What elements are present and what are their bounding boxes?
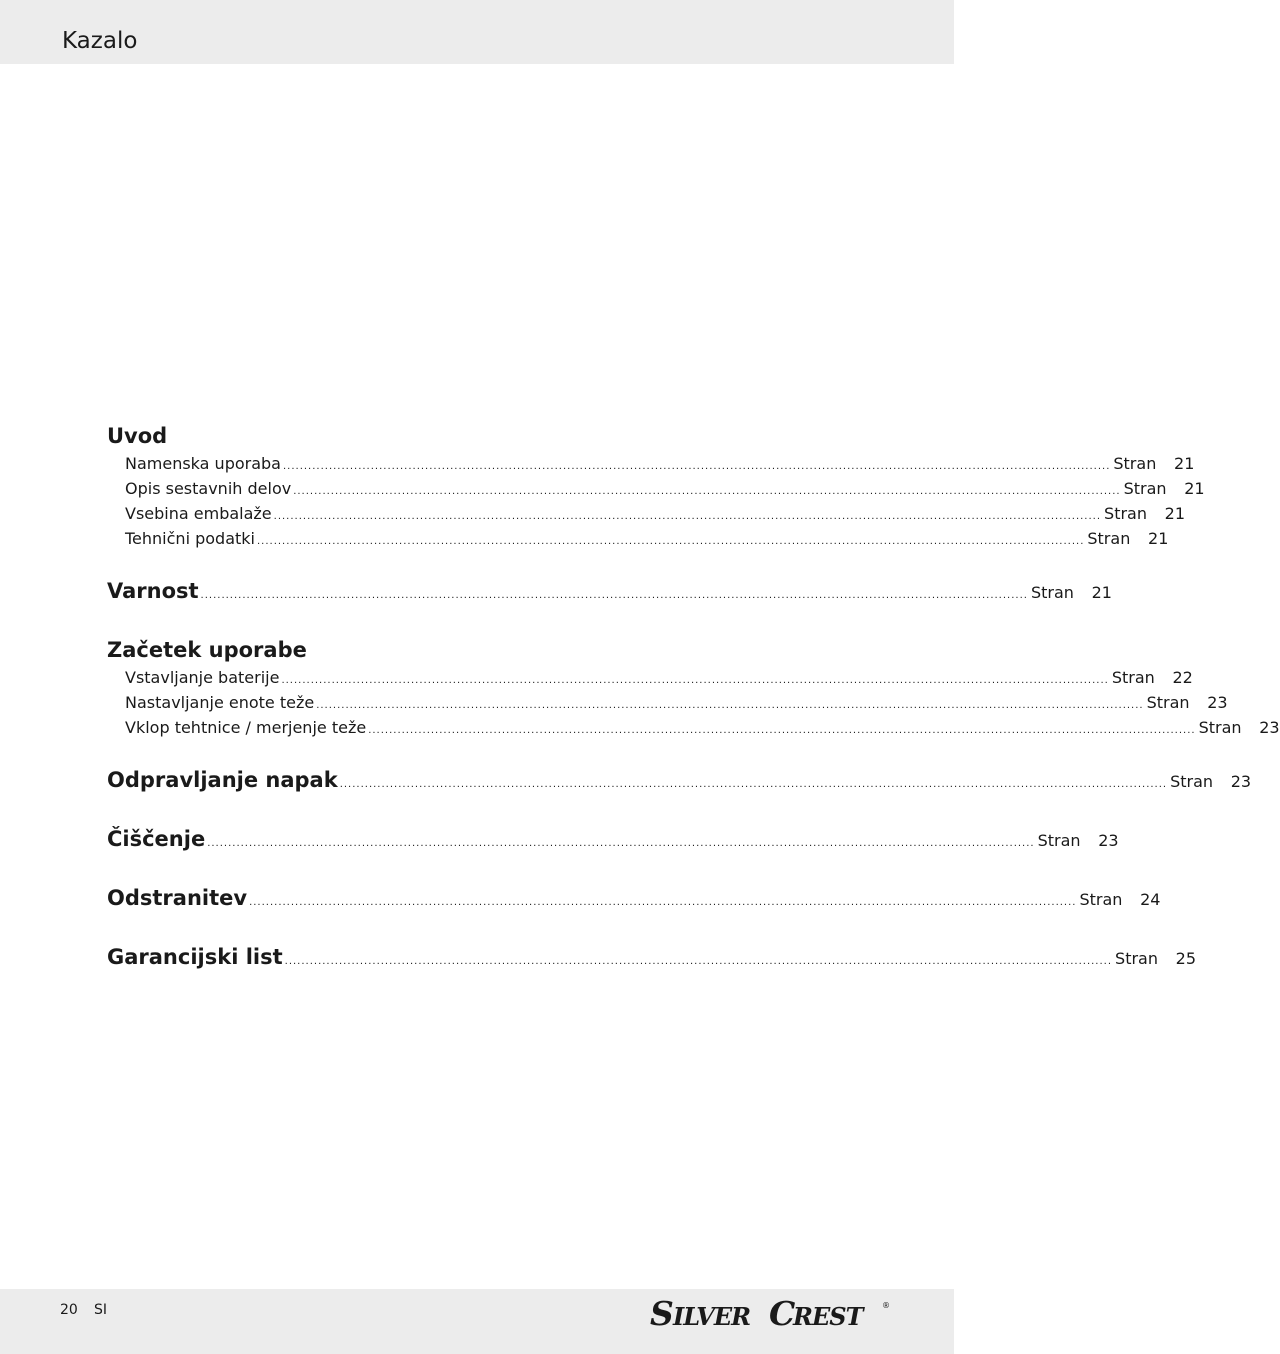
toc-section-heading[interactable] xyxy=(107,768,1252,802)
dot-leader: ...................................................................................................................................................................................................... xyxy=(293,486,1121,497)
toc-page-number: 23 xyxy=(1098,831,1119,850)
toc-section-heading[interactable] xyxy=(107,945,1197,979)
toc-page-prefix: Stran xyxy=(1146,693,1190,712)
toc-page-number: 24 xyxy=(1140,890,1161,909)
toc-page-number: 21 xyxy=(1164,504,1186,523)
toc-section-heading[interactable] xyxy=(107,638,828,668)
footer-language: SI xyxy=(94,1302,108,1318)
toc-page-number: 25 xyxy=(1175,949,1197,968)
svg-text:C: C xyxy=(769,1294,795,1333)
toc-section-ciscenje xyxy=(107,827,1119,861)
toc-entry-label: Vsebina embalaže xyxy=(125,504,272,523)
toc-section-heading[interactable] xyxy=(107,886,1161,920)
dot-leader: ...................................................................................................................................................................................................... xyxy=(273,511,1102,522)
toc-entry[interactable] xyxy=(107,529,1169,554)
toc-section-title: Začetek uporabe xyxy=(107,638,307,662)
toc-page-number: 23 xyxy=(1207,693,1228,712)
toc-section-heading[interactable] xyxy=(107,827,1119,861)
svg-text:S: S xyxy=(650,1294,673,1333)
toc-section-varnost xyxy=(107,579,1112,613)
dot-leader: ...................................................................................................................................................................................................... xyxy=(316,700,1144,711)
toc-page-prefix: Stran xyxy=(1170,772,1214,791)
dot-leader: ...................................................................................................................................................................................................... xyxy=(339,779,1168,790)
toc-section-title: Varnost xyxy=(107,579,199,603)
toc-section-title: Odpravljanje napak xyxy=(107,768,338,792)
dot-leader: ...................................................................................................................................................................................................... xyxy=(200,590,1028,601)
footer-page-number: 20 xyxy=(60,1302,78,1318)
dot-leader: ...................................................................................................................................................................................................... xyxy=(284,956,1113,967)
toc-entry[interactable] xyxy=(107,718,1280,743)
toc-page-number: 23 xyxy=(1259,718,1280,737)
toc-section-title: Garancijski list xyxy=(107,945,283,969)
toc-page-number: 21 xyxy=(1174,454,1195,473)
toc-section-uvod xyxy=(107,424,1205,554)
table-of-contents xyxy=(107,424,1280,1004)
svg-text:®: ® xyxy=(882,1301,890,1310)
toc-entry-label: Tehnični podatki xyxy=(125,529,255,548)
toc-page-prefix: Stran xyxy=(1198,718,1242,737)
toc-page-number: 22 xyxy=(1172,668,1193,687)
dot-leader: ...................................................................................................................................................................................................... xyxy=(282,461,1111,472)
toc-section-title: Odstranitev xyxy=(107,886,248,910)
toc-page-prefix: Stran xyxy=(1104,504,1147,523)
toc-section-title: Čiščenje xyxy=(107,827,206,851)
toc-entry-label: Nastavljanje enote teže xyxy=(125,693,315,712)
svg-text:REST: REST xyxy=(793,1302,863,1331)
toc-page-number: 21 xyxy=(1091,583,1112,602)
toc-page-prefix: Stran xyxy=(1113,454,1157,473)
toc-section-garancijski-list xyxy=(107,945,1197,979)
toc-page-prefix: Stran xyxy=(1111,668,1155,687)
toc-section-title: Uvod xyxy=(107,424,168,448)
svg-text:ILVER: ILVER xyxy=(673,1302,751,1331)
toc-page-prefix: Stran xyxy=(1079,890,1123,909)
toc-entry-label: Opis sestavnih delov xyxy=(125,479,292,498)
toc-page-prefix: Stran xyxy=(1037,831,1081,850)
toc-entry-label: Vklop tehtnice / merjenje teže xyxy=(125,718,367,737)
dot-leader: ...................................................................................................................................................................................................... xyxy=(368,725,1196,736)
toc-page-number: 21 xyxy=(1148,529,1169,548)
toc-section-heading[interactable] xyxy=(107,424,828,454)
toc-page-number: 23 xyxy=(1230,772,1252,791)
toc-entry[interactable] xyxy=(107,454,1195,479)
toc-section-zacetek-uporabe xyxy=(107,638,1280,743)
toc-entry[interactable] xyxy=(107,504,1186,529)
dot-leader: ...................................................................................................................................................................................................... xyxy=(256,536,1085,547)
dot-leader: ...................................................................................................................................................................................................... xyxy=(207,838,1035,849)
toc-page-prefix: Stran xyxy=(1123,479,1167,498)
toc-section-odpravljanje-napak xyxy=(107,768,1252,802)
toc-page-prefix: Stran xyxy=(1115,949,1158,968)
header-band xyxy=(0,0,954,64)
dot-leader: ...................................................................................................................................................................................................... xyxy=(249,897,1077,908)
toc-section-odstranitev xyxy=(107,886,1161,920)
toc-entry[interactable] xyxy=(107,479,1205,504)
toc-page-prefix: Stran xyxy=(1030,583,1074,602)
toc-entry-label: Namenska uporaba xyxy=(125,454,281,473)
toc-section-heading[interactable] xyxy=(107,579,1112,613)
dot-leader: ...................................................................................................................................................................................................... xyxy=(281,675,1109,686)
toc-page-prefix: Stran xyxy=(1087,529,1131,548)
toc-entry[interactable] xyxy=(107,668,1193,693)
toc-entry[interactable] xyxy=(107,693,1228,718)
page-title: Kazalo xyxy=(62,28,138,54)
toc-page-number: 21 xyxy=(1184,479,1205,498)
silvercrest-logo xyxy=(650,1294,892,1334)
toc-entry-label: Vstavljanje baterije xyxy=(125,668,280,687)
